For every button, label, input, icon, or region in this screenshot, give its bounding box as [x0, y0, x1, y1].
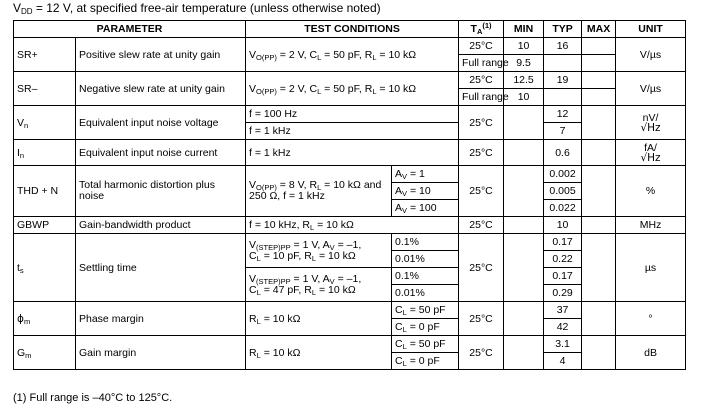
min-cell	[504, 140, 544, 166]
av-thd-1: $A_V = 1$	[392, 166, 459, 183]
cond-sr-minus: $V_{O(PP)} = 2$ V, $C_L = 50$ pF, $R_L = 10$ kΩ	[246, 72, 459, 106]
symbol-in: $I_n$	[14, 140, 76, 166]
min-sr-plus-full: 9.5	[504, 55, 544, 72]
typ-ts-4: 0.29	[544, 285, 582, 302]
unit-sr-plus: V/µs	[616, 38, 686, 72]
acc-ts-1: 0.1%	[392, 234, 459, 251]
typ-gbwp: 10	[544, 217, 582, 234]
param-sr-plus: Positive slew rate at unity gain	[76, 38, 246, 72]
typ-phim-1: 37	[544, 302, 582, 319]
typ-sr-plus-25: 16	[544, 38, 582, 55]
min-cell	[504, 217, 544, 234]
max-cell	[582, 336, 616, 370]
typ-ts-1: 0.17	[544, 234, 582, 251]
symbol-gm: $G_m$	[14, 336, 76, 370]
header-ta: $T_A^{(1)}$	[459, 21, 504, 38]
param-vn: Equivalent input noise voltage	[76, 106, 246, 140]
unit-vn: nV/ √Hz	[616, 106, 686, 140]
table-row	[14, 38, 686, 55]
min-cell	[504, 106, 544, 140]
min-cell	[504, 336, 544, 370]
ta-sr-minus-full: Full range	[459, 89, 504, 106]
max-cell	[582, 217, 616, 234]
symbol-sr-plus: SR+	[14, 38, 76, 72]
min-sr-minus-full: 10	[504, 89, 544, 106]
ta-gbwp: 25°C	[459, 217, 504, 234]
cond-ts-a: $V_{(STEP)PP} = 1$ V, $A_V = -1$, $C_L = 10$ pF, $R_L = 10$ kΩ	[246, 234, 392, 268]
param-phim: Phase margin	[76, 302, 246, 336]
param-ts: Settling time	[76, 234, 246, 302]
cond-thd: $V_{O(PP)} = 8$ V, $R_L = 10$ kΩ and 250 Ω, f = 1 kHz	[246, 166, 392, 217]
param-gm: Gain margin	[76, 336, 246, 370]
cond-in: f = 1 kHz	[246, 140, 459, 166]
av-thd-3: $A_V = 100$	[392, 200, 459, 217]
cl-gm-1: $C_L = 50$ pF	[392, 336, 459, 353]
acc-ts-2: 0.01%	[392, 251, 459, 268]
symbol-sr-minus: SR–	[14, 72, 76, 106]
cond-sr-plus: $V_{O(PP)} = 2$ V, $C_L = 50$ pF, $R_L = 10$ kΩ	[246, 38, 459, 72]
symbol-gbwp: GBWP	[14, 217, 76, 234]
ta-gm: 25°C	[459, 336, 504, 370]
symbol-thd: THD + N	[14, 166, 76, 217]
min-cell	[504, 234, 544, 302]
header-test-conditions: TEST CONDITIONS	[246, 21, 459, 38]
table-caption: $V_{DD} = 12$ V, at specified free-air temperature (unless otherwise noted)	[13, 1, 381, 16]
typ-thd-3: 0.022	[544, 200, 582, 217]
unit-sr-minus: V/µs	[616, 72, 686, 106]
cond-phim: $R_L = 10$ kΩ	[246, 302, 392, 336]
table-row	[14, 106, 686, 123]
typ-ts-3: 0.17	[544, 268, 582, 285]
typ-ts-2: 0.22	[544, 251, 582, 268]
typ-sr-minus-25: 19	[544, 72, 582, 89]
header-parameter: PARAMETER	[14, 21, 246, 38]
min-cell	[504, 166, 544, 217]
cl-phim-2: $C_L = 0$ pF	[392, 319, 459, 336]
table-row	[14, 234, 686, 251]
typ-vn-1: 12	[544, 106, 582, 123]
unit-phim: °	[616, 302, 686, 336]
max-cell	[582, 302, 616, 336]
max-cell	[582, 166, 616, 217]
ta-vn: 25°C	[459, 106, 504, 140]
ta-ts: 25°C	[459, 234, 504, 302]
typ-cell	[544, 89, 582, 106]
max-cell	[582, 234, 616, 302]
unit-thd: %	[616, 166, 686, 217]
table-row	[14, 72, 686, 89]
param-in: Equivalent input noise current	[76, 140, 246, 166]
footnote: (1) Full range is –40°C to 125°C.	[13, 392, 173, 404]
ta-phim: 25°C	[459, 302, 504, 336]
typ-phim-2: 42	[544, 319, 582, 336]
acc-ts-3: 0.1%	[392, 268, 459, 285]
typ-in: 0.6	[544, 140, 582, 166]
cl-phim-1: $C_L = 50$ pF	[392, 302, 459, 319]
header-max: MAX	[582, 21, 616, 38]
unit-ts: µs	[616, 234, 686, 302]
max-cell	[582, 72, 616, 89]
typ-thd-1: 0.002	[544, 166, 582, 183]
ta-in: 25°C	[459, 140, 504, 166]
max-cell	[582, 89, 616, 106]
unit-gbwp: MHz	[616, 217, 686, 234]
ta-sr-plus-full: Full range	[459, 55, 504, 72]
typ-gm-2: 4	[544, 353, 582, 370]
header-row	[14, 21, 686, 38]
symbol-ts: $t_s$	[14, 234, 76, 302]
cond-gm: $R_L = 10$ kΩ	[246, 336, 392, 370]
min-sr-plus-25: 10	[504, 38, 544, 55]
param-gbwp: Gain-bandwidth product	[76, 217, 246, 234]
acc-ts-4: 0.01%	[392, 285, 459, 302]
table-row	[14, 140, 686, 166]
header-unit: UNIT	[616, 21, 686, 38]
unit-gm: dB	[616, 336, 686, 370]
typ-cell	[544, 55, 582, 72]
table-row	[14, 302, 686, 319]
cond-ts-b: $V_{(STEP)PP} = 1$ V, $A_V = -1$, $C_L = 47$ pF, $R_L = 10$ kΩ	[246, 268, 392, 302]
max-cell	[582, 38, 616, 55]
typ-vn-2: 7	[544, 123, 582, 140]
typ-gm-1: 3.1	[544, 336, 582, 353]
ta-sr-plus-25: 25°C	[459, 38, 504, 55]
spec-table	[13, 20, 686, 370]
table-row	[14, 336, 686, 353]
unit-in: fA/ √Hz	[616, 140, 686, 166]
max-cell	[582, 106, 616, 140]
max-cell	[582, 55, 616, 72]
typ-thd-2: 0.005	[544, 183, 582, 200]
header-min: MIN	[504, 21, 544, 38]
symbol-vn: $V_n$	[14, 106, 76, 140]
table-row	[14, 217, 686, 234]
param-sr-minus: Negative slew rate at unity gain	[76, 72, 246, 106]
table-row	[14, 166, 686, 183]
cond-vn-1: f = 100 Hz	[246, 106, 459, 123]
max-cell	[582, 140, 616, 166]
ta-sr-minus-25: 25°C	[459, 72, 504, 89]
cond-vn-2: f = 1 kHz	[246, 123, 459, 140]
param-thd: Total harmonic distortion plus noise	[76, 166, 246, 217]
cl-gm-2: $C_L = 0$ pF	[392, 353, 459, 370]
ta-thd: 25°C	[459, 166, 504, 217]
cond-gbwp: f = 10 kHz, $R_L = 10$ kΩ	[246, 217, 459, 234]
min-cell	[504, 302, 544, 336]
symbol-phim: $\phi_m$	[14, 302, 76, 336]
av-thd-2: $A_V = 10$	[392, 183, 459, 200]
header-typ: TYP	[544, 21, 582, 38]
min-sr-minus-25: 12.5	[504, 72, 544, 89]
